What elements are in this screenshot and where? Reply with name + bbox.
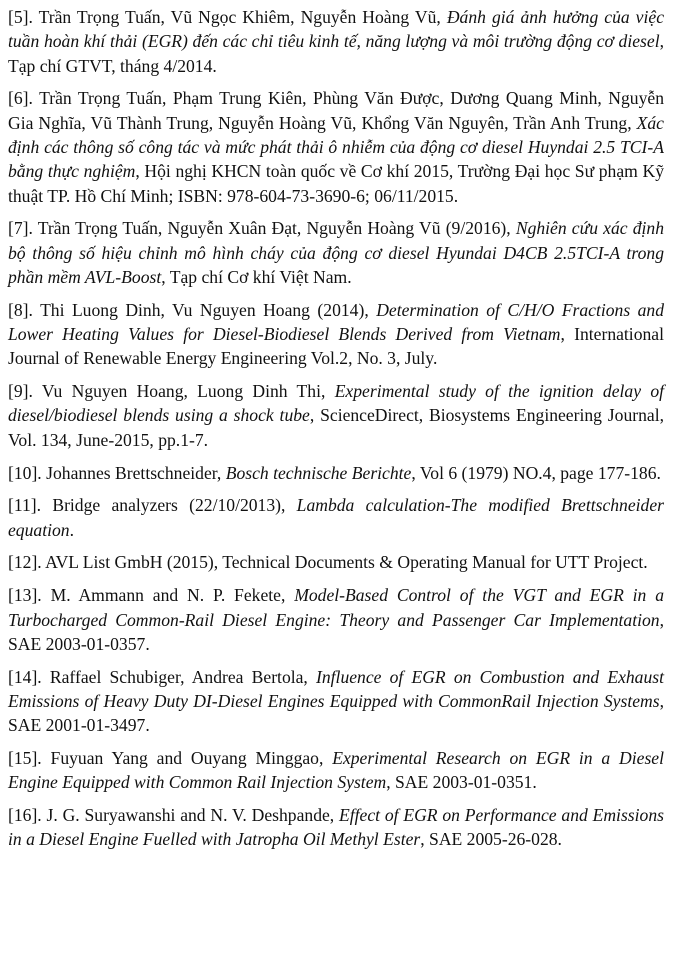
reference-list: [8, 5, 664, 860]
reference-authors: M. Ammann and N. P. Fekete,: [50, 585, 286, 606]
reference-title: Model-Based Control of the VGT and EGR in a Turbocharged Common-Rail Diesel Engine: Theory and Passenger Car Implementation: [8, 585, 664, 630]
reference-authors: J. G. Suryawanshi and N. V. Deshpande,: [46, 805, 335, 826]
reference-number: [8].: [8, 299, 33, 320]
reference-number: [14].: [8, 666, 42, 687]
reference-item: [8, 583, 664, 656]
reference-item: [8, 86, 664, 207]
reference-number: [13].: [8, 585, 42, 606]
reference-source: , SAE 2003-01-0357.: [8, 609, 664, 654]
reference-item: [8, 746, 664, 795]
reference-number: [15].: [8, 748, 42, 769]
reference-number: [9].: [8, 381, 33, 402]
reference-item: [8, 803, 664, 852]
reference-title: Bosch technische Berichte: [225, 462, 412, 483]
reference-source: .: [69, 519, 74, 540]
reference-item: [8, 550, 664, 574]
reference-title: Effect of EGR on Performance and Emissions in a Diesel Engine Fuelled with Jatropha Oil Methyl Ester: [8, 805, 664, 850]
reference-authors: Bridge analyzers (22/10/2013),: [52, 495, 286, 516]
reference-source: , Vol 6 (1979) NO.4, page 177-186.: [411, 462, 661, 483]
reference-item: [8, 216, 664, 289]
reference-title: Lambda calculation-The modified Brettschneider equation: [8, 495, 665, 540]
reference-title: Đánh giá ảnh hưởng của việc tuần hoàn khí thải (EGR) đến các chỉ tiêu kinh tế, năng lượng và môi trường động cơ diesel: [8, 7, 664, 52]
reference-title: Influence of EGR on Combustion and Exhaust Emissions of Heavy Duty DI-Diesel Engines Equipped with CommonRail Injection Systems: [8, 666, 665, 711]
reference-item: [8, 665, 664, 738]
reference-authors: Trần Trọng Tuấn, Phạm Trung Kiên, Phùng Văn Được, Dương Quang Minh, Nguyễn Gia Nghĩa, Vũ Thành Trung, Nguyễn Hoàng Vũ, Khổng Văn Nguyên, Trần Anh Trung,: [8, 88, 664, 133]
reference-authors: Trần Trọng Tuấn, Nguyễn Xuân Đạt, Nguyễn Hoàng Vũ (9/2016),: [37, 218, 511, 239]
reference-authors: Johannes Brettschneider,: [46, 462, 222, 483]
reference-number: [11].: [8, 495, 42, 516]
reference-item: [8, 298, 664, 371]
reference-authors: Vu Nguyen Hoang, Luong Dinh Thi,: [41, 381, 326, 402]
reference-title: Experimental study of the ignition delay of diesel/biodiesel blends using a shock tube: [8, 381, 665, 426]
reference-authors: AVL List GmbH (2015), Technical Documents & Operating Manual for UTT Project.: [45, 552, 648, 573]
reference-source: , SAE 2003-01-0351.: [386, 772, 537, 793]
reference-title: Experimental Research on EGR in a Diesel Engine Equipped with Common Rail Injection System: [8, 748, 664, 793]
reference-number: [5].: [8, 7, 33, 27]
reference-source: , International Journal of Renewable Energy Engineering Vol.2, No. 3, July.: [8, 324, 664, 369]
reference-source: , SAE 2001-01-3497.: [8, 690, 664, 736]
reference-item: [8, 379, 664, 452]
reference-source: , Tạp chí GTVT, tháng 4/2014.: [8, 31, 664, 76]
reference-source: , Tạp chí Cơ khí Việt Nam.: [161, 266, 352, 287]
reference-authors: Raffael Schubiger, Andrea Bertola,: [49, 666, 308, 687]
reference-title: Determination of C/H/O Fractions and Lower Heating Values for Diesel-Biodiesel Blends Derived from Vietnam: [8, 299, 664, 345]
reference-number: [7].: [8, 218, 33, 239]
reference-number: [6].: [8, 88, 33, 109]
reference-authors: Thi Luong Dinh, Vu Nguyen Hoang (2014),: [40, 299, 369, 320]
reference-authors: Trần Trọng Tuấn, Vũ Ngọc Khiêm, Nguyễn Hoàng Vũ,: [38, 7, 441, 27]
reference-title: Nghiên cứu xác định bộ thông số hiệu chỉnh mô hình cháy của động cơ diesel Hyundai D4CB 2.5TCI-A trong phần mềm AVL-Boost: [8, 218, 664, 287]
reference-source: , SAE 2005-26-028.: [420, 829, 562, 850]
reference-number: [16].: [8, 805, 42, 826]
reference-source: , Hội nghị KHCN toàn quốc về Cơ khí 2015, Trường Đại học Sư phạm Kỹ thuật TP. Hồ Chí Minh; ISBN: 978-604-73-3690-6; 06/11/2015.: [8, 161, 665, 206]
reference-number: [10].: [8, 462, 42, 483]
reference-title: Xác định các thông số công tác và mức phát thải ô nhiễm của động cơ diesel Huyndai 2.5 TCI-A bằng thực nghiệm: [8, 112, 664, 182]
reference-authors: Fuyuan Yang and Ouyang Minggao,: [50, 748, 324, 769]
reference-source: , ScienceDirect, Biosystems Engineering Journal, Vol. 134, June-2015, pp.1-7.: [8, 405, 664, 450]
reference-item: [8, 493, 664, 542]
reference-number: [12].: [8, 552, 42, 573]
reference-item: [8, 5, 664, 78]
reference-item: [8, 461, 664, 485]
